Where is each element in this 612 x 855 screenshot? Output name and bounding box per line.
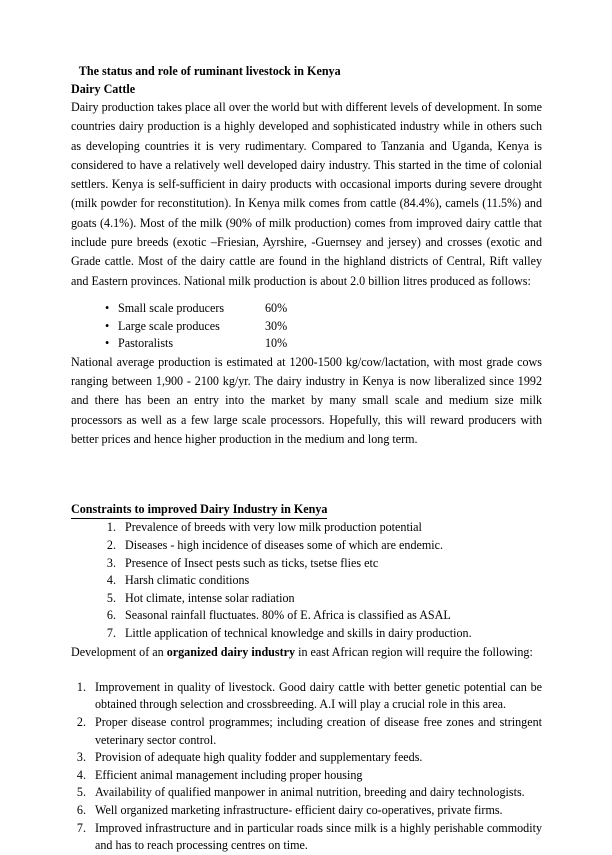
development-lead-after: in east African region will require the following:	[295, 644, 533, 659]
spacer	[71, 449, 542, 483]
producer-value: 60%	[265, 300, 288, 315]
development-lead-before: Development of an	[71, 644, 167, 659]
list-item: 7. Improved infrastructure and in particular roads since milk is a highly perishable commodity and has to reach processing centres on time.	[89, 820, 542, 855]
list-item: 1. Prevalence of breeds with very low milk production potential	[119, 519, 542, 537]
list-item: 6. Well organized marketing infrastructure- efficient dairy co-operatives, private firms.	[89, 802, 542, 820]
constraints-list	[71, 519, 542, 642]
producer-label: Small scale producers	[118, 300, 225, 315]
list-item: 4. Harsh climatic conditions	[119, 572, 542, 590]
development-lead-bold: organized dairy industry	[166, 644, 296, 659]
list-item	[88, 318, 542, 336]
producer-value: 30%	[265, 318, 288, 333]
bullet-icon: •	[105, 336, 110, 351]
spacer	[71, 483, 542, 500]
page-title: The status and role of ruminant livestock in Kenya	[76, 64, 341, 78]
producer-label: Large scale produces	[118, 318, 220, 333]
constraints-heading: Constraints to improved Dairy Industry in Kenya	[71, 500, 327, 519]
list-item: 6. Seasonal rainfall fluctuates. 80% of E. Africa is classified as ASAL	[119, 607, 542, 625]
list-item	[88, 300, 542, 318]
list-item: 7. Little application of technical knowledge and skills in dairy production.	[119, 625, 542, 643]
production-paragraph: National average production is estimated at 1200-1500 kg/cow/lactation, with most grade cows ranging between 1,900 - 2100 kg/yr. The dairy industry in Kenya is now liberalized since 1992 and there has been an entry into the market by many small scale and medium size milk processors as well as a few large scale processors. Hopefully, this will reward producers with better prices and hence higher production in the medium and long term.	[71, 354, 542, 446]
list-item: 2. Diseases - high incidence of diseases some of which are endemic.	[119, 537, 542, 555]
requirements-list	[71, 679, 542, 855]
list-item: 4. Efficient animal management including proper housing	[89, 767, 542, 785]
list-item	[88, 335, 542, 353]
list-item: 5. Availability of qualified manpower in animal nutrition, breeding and dairy technologists.	[89, 784, 542, 802]
list-item: 2. Proper disease control programmes; including creation of disease free zones and stringent veterinary sector control.	[89, 714, 542, 749]
document-body	[71, 62, 542, 855]
spacer	[71, 291, 542, 300]
production-breakdown-list	[71, 300, 542, 353]
section-subtitle: Dairy Cattle	[71, 82, 136, 96]
list-item: 3. Provision of adequate high quality fodder and supplementary feeds.	[89, 749, 542, 767]
list-item: 5. Hot climate, intense solar radiation	[119, 590, 542, 608]
bullet-icon: •	[105, 300, 110, 315]
constraints-heading-wrap	[71, 500, 542, 519]
spacer	[71, 662, 542, 679]
bullet-icon: •	[105, 318, 110, 333]
list-item: 3. Presence of Insect pests such as ticks, tsetse flies etc	[119, 555, 542, 573]
list-item: 1. Improvement in quality of livestock. Good dairy cattle with better genetic potential can be obtained through selection and crossbreeding. A.I will play a crucial role in this area.	[89, 679, 542, 714]
producer-label: Pastoralists	[118, 336, 174, 351]
development-lead-paragraph	[71, 643, 542, 662]
producer-value: 10%	[265, 336, 288, 351]
intro-paragraph: Dairy production takes place all over the world but with different levels of development. In some countries dairy production is a highly developed and sophisticated industry while in others such as developing countries it is very rudimentary. Compared to Tanzania and Uganda, Kenya is considered to have a relatively well developed dairy industry. This started in the time of colonial settlers. Kenya is self-sufficient in dairy products with occasional imports during severe drought (milk powder for reconstitution). In Kenya milk comes from cattle (84.4%), camels (11.5%) and goats (4.1%). Most of the milk (90% of milk production) comes from improved dairy cattle that include pure breeds (exotic –Friesian, Ayrshire, -Guernsey and jersey) and crosses (exotic and Grade cattle. Most of the dairy cattle are found in the highland districts of Central, Rift valley and Eastern provinces. National milk production is about 2.0 billion litres produced as follows:	[71, 100, 542, 288]
